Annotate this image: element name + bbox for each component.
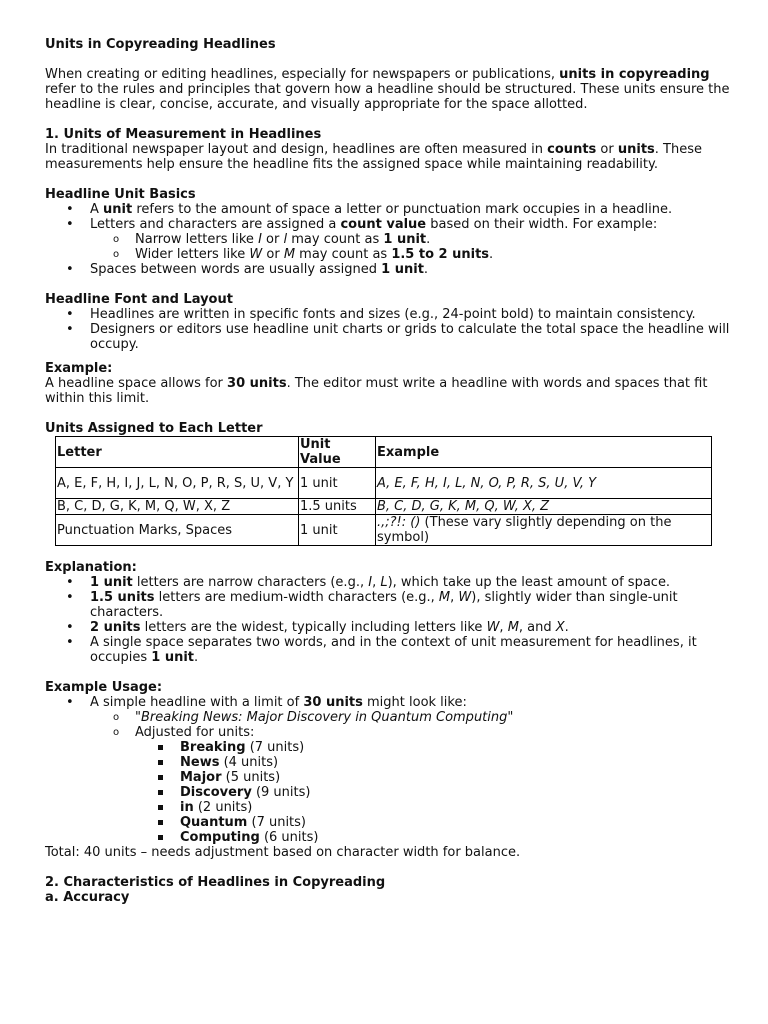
section-1-heading: 1. Units of Measurement in Headlines — [45, 127, 322, 142]
font-layout-list — [45, 307, 735, 352]
table-cell: B, C, D, G, K, M, Q, W, X, Z — [56, 499, 299, 515]
header-cell: Unit Value — [299, 437, 376, 468]
table-cell: 1.5 units — [299, 499, 376, 515]
basics-sublist — [45, 232, 735, 262]
word-unit-item: in (2 units) — [45, 800, 735, 815]
list-item: o Narrow letters like I or l may count as 1 unit. — [45, 232, 735, 247]
section-2-subheading: a. Accuracy — [45, 890, 130, 905]
table-row — [56, 499, 712, 515]
table-heading: Units Assigned to Each Letter — [45, 421, 263, 436]
header-cell: Example — [376, 437, 712, 468]
list-item: o "Breaking News: Major Discovery in Quantum Computing" — [45, 710, 735, 725]
list-item: • 1.5 units letters are medium-width characters (e.g., M, W), slightly wider than single-unit characters. — [45, 590, 735, 620]
word-units-list — [45, 740, 735, 845]
list-item: • Spaces between words are usually assigned 1 unit. — [45, 262, 735, 277]
intro-paragraph: When creating or editing headlines, especially for newspapers or publications, units in copyreading refer to the rules and principles that govern how a headline should be structured. These units ensure the headline is clear, concise, accurate, and visually appropriate for the space allotted. — [45, 67, 730, 112]
list-item: • A single space separates two words, and in the context of unit measurement for headlines, it occupies 1 unit. — [45, 635, 735, 665]
document-title: Units in Copyreading Headlines — [45, 37, 276, 52]
table-cell: 1 unit — [299, 515, 376, 546]
header-cell: Letter — [56, 437, 299, 468]
table-row — [56, 468, 712, 499]
usage-sublist — [45, 710, 735, 845]
table-cell: A, E, F, H, I, J, L, N, O, P, R, S, U, V, Y — [56, 468, 299, 499]
word-unit-item: Quantum (7 units) — [45, 815, 735, 830]
table-row — [56, 515, 712, 546]
word-unit-item: Computing (6 units) — [45, 830, 735, 845]
table-cell: .,;?!: () (These vary slightly depending on the symbol) — [376, 515, 712, 546]
document-page — [45, 37, 735, 905]
usage-total: Total: 40 units – needs adjustment based on character width for balance. — [45, 845, 521, 860]
section-1-paragraph: In traditional newspaper layout and design, headlines are often measured in counts or units. These measurements help ensure the headline fits the assigned space while maintaining readability. — [45, 142, 702, 172]
list-item: • A unit refers to the amount of space a letter or punctuation mark occupies in a headline. — [45, 202, 735, 217]
basics-list — [45, 202, 735, 277]
list-item: • Headlines are written in specific fonts and sizes (e.g., 24-point bold) to maintain consistency. — [45, 307, 735, 322]
table-cell: 1 unit — [299, 468, 376, 499]
usage-heading: Example Usage: — [45, 680, 163, 695]
list-item: • 2 units letters are the widest, typically including letters like W, M, and X. — [45, 620, 735, 635]
table-cell: A, E, F, H, I, L, N, O, P, R, S, U, V, Y — [376, 468, 712, 499]
list-item: • Letters and characters are assigned a count value based on their width. For example: o Narrow letters like I or l may count as 1 unit. o Wider letters like W or M may count as 1.5 to 2 units. — [45, 217, 735, 262]
table-cell: Punctuation Marks, Spaces — [56, 515, 299, 546]
list-item: • Designers or editors use headline unit charts or grids to calculate the total space the headline will occupy. — [45, 322, 735, 352]
list-item: o Adjusted for units: Breaking (7 units) News (4 units) Major (5 units) Discovery (9 units) in (2 units) Quantum (7 units) Computing (6 units) — [45, 725, 735, 845]
word-unit-item: Breaking (7 units) — [45, 740, 735, 755]
example-paragraph: A headline space allows for 30 units. The editor must write a headline with words and spaces that fit within this limit. — [45, 376, 708, 406]
list-item: • A simple headline with a limit of 30 units might look like: o "Breaking News: Major Discovery in Quantum Computing" o Adjusted for units: Breaking (7 units) News (4 units) Major (5 units) Discovery (9 units) in (2 units) Quantum (7 units) Computing (6 units) — [45, 695, 735, 845]
table-header-row — [56, 437, 712, 468]
example-heading: Example: — [45, 361, 113, 376]
units-table — [55, 436, 712, 546]
word-unit-item: Discovery (9 units) — [45, 785, 735, 800]
usage-list — [45, 695, 735, 845]
basics-heading: Headline Unit Basics — [45, 187, 196, 202]
explanation-list — [45, 575, 735, 665]
explanation-heading: Explanation: — [45, 560, 137, 575]
section-2-heading: 2. Characteristics of Headlines in Copyreading — [45, 875, 386, 890]
word-unit-item: Major (5 units) — [45, 770, 735, 785]
word-unit-item: News (4 units) — [45, 755, 735, 770]
list-item: • 1 unit letters are narrow characters (e.g., I, L), which take up the least amount of space. — [45, 575, 735, 590]
table-cell: B, C, D, G, K, M, Q, W, X, Z — [376, 499, 712, 515]
list-item: o Wider letters like W or M may count as 1.5 to 2 units. — [45, 247, 735, 262]
font-layout-heading: Headline Font and Layout — [45, 292, 233, 307]
